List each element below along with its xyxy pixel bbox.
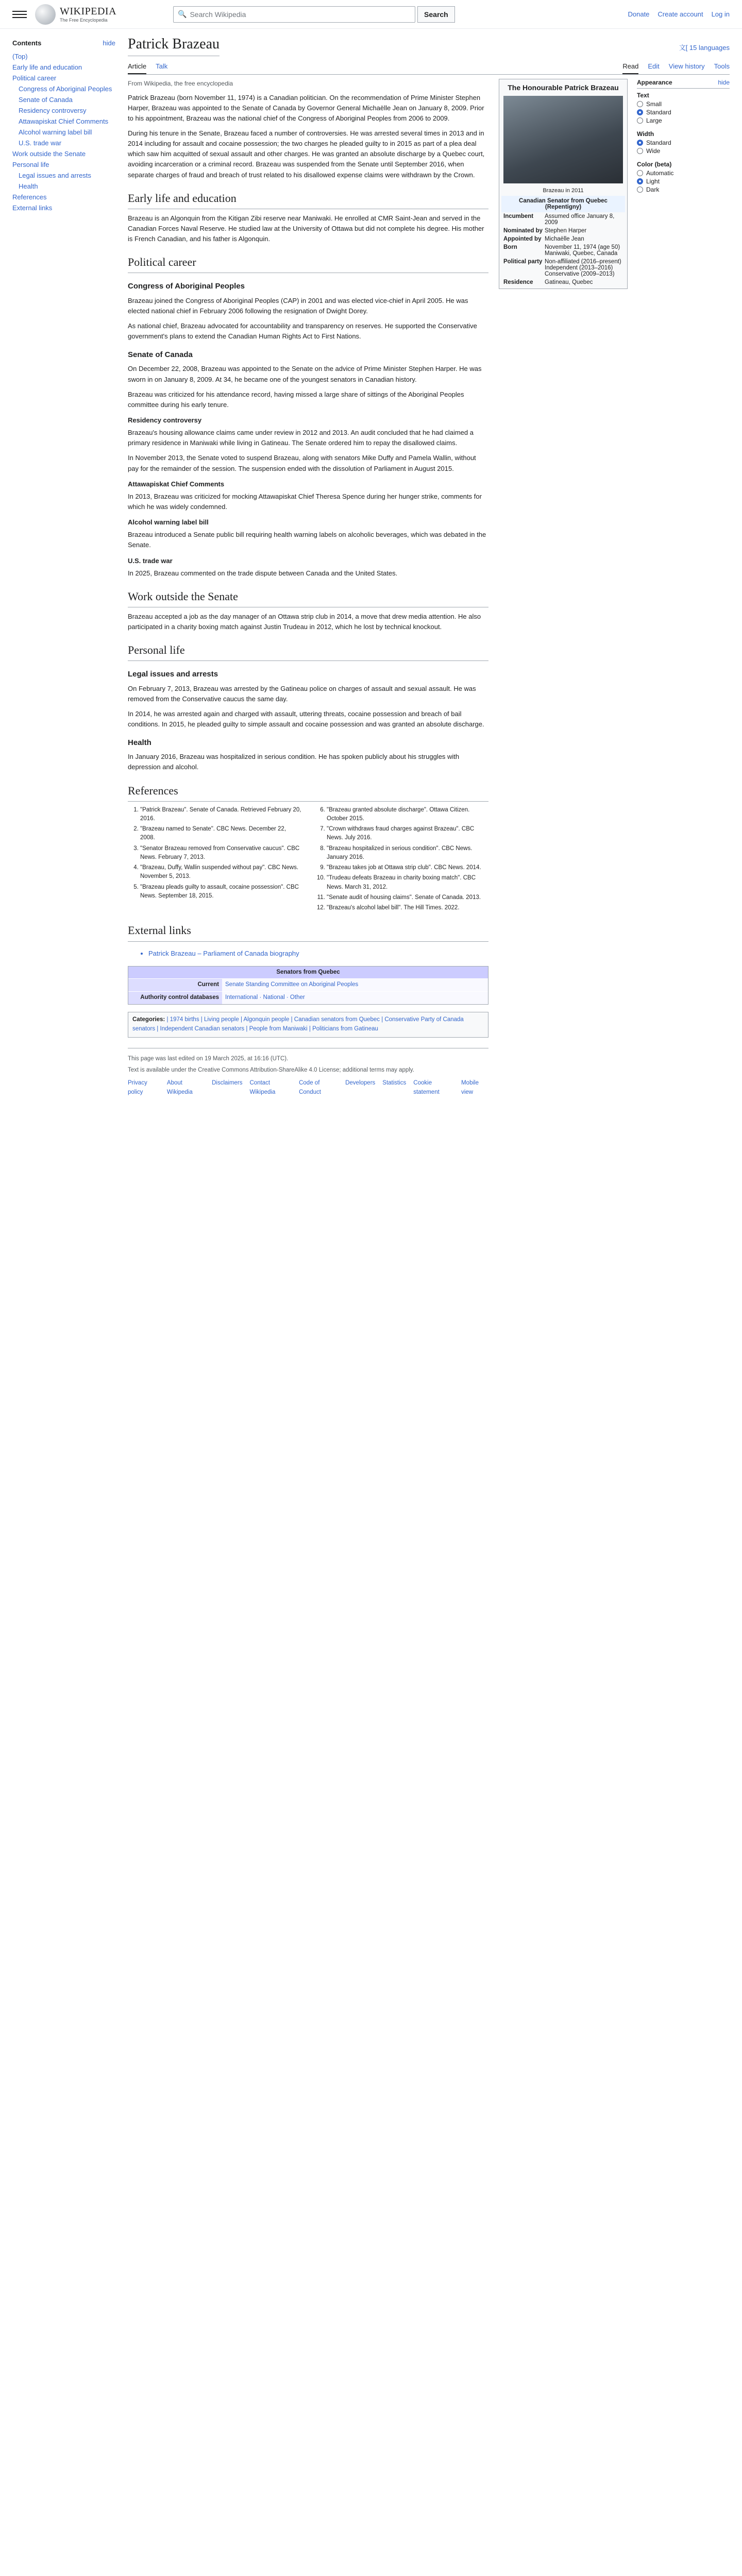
footer-link[interactable]: Developers bbox=[345, 1080, 376, 1087]
infobox-value: Assumed office January 8, 2009 bbox=[545, 213, 615, 226]
office-heading: Canadian Senator from Quebec (Repentigny) bbox=[501, 196, 625, 212]
radio-icon[interactable] bbox=[637, 117, 643, 124]
last-edited: This page was last edited on 19 March 2025, at 16:16 (UTC). bbox=[128, 1055, 289, 1062]
navbox-row bbox=[128, 991, 488, 1004]
personal-tools bbox=[628, 10, 730, 18]
appearance-option-label: Dark bbox=[646, 186, 660, 193]
infobox-value: Gatineau, Quebec bbox=[545, 279, 593, 285]
reference-item[interactable]: 8. "Brazeau hospitalized in serious condition". CBC News. January 2016. bbox=[327, 844, 488, 862]
toc-item[interactable]: Health bbox=[19, 182, 38, 190]
appearance-option[interactable] bbox=[637, 109, 730, 116]
categories-label: Categories: bbox=[132, 1016, 165, 1023]
infobox-label: Born bbox=[503, 244, 517, 250]
navbox-list[interactable]: Senate Standing Committee on Aboriginal Peoples bbox=[222, 979, 488, 991]
navbox-group: Authority control databases bbox=[128, 992, 222, 1004]
paragraph: In 2013, Brazeau was criticized for mocking Attawapiskat Chief Theresa Spence during her hunger strike, comments for which he was widely condemned. bbox=[128, 492, 482, 511]
infobox-label: Appointed by bbox=[503, 236, 542, 242]
photo-caption: Brazeau in 2011 bbox=[543, 188, 584, 194]
paragraph: In 2025, Brazeau commented on the trade dispute between Canada and the United States. bbox=[128, 569, 398, 577]
infobox-row bbox=[501, 227, 625, 235]
toc-item[interactable]: Residency controversy bbox=[19, 107, 87, 114]
toc-item[interactable]: Alcohol warning label bill bbox=[19, 128, 92, 136]
page-tabs bbox=[128, 59, 730, 75]
site-sub: From Wikipedia, the free encyclopedia bbox=[128, 80, 233, 87]
subsection-heading: Health bbox=[128, 738, 151, 748]
appearance-group bbox=[637, 161, 730, 193]
appearance-option-label: Standard bbox=[646, 109, 671, 116]
language-count: 15 languages bbox=[689, 44, 730, 52]
infobox-title: The Honourable Patrick Brazeau bbox=[508, 83, 619, 92]
toc-item[interactable]: References bbox=[12, 193, 47, 201]
toc-item[interactable]: Legal issues and arrests bbox=[19, 172, 91, 179]
appearance-group bbox=[637, 92, 730, 124]
search-input[interactable] bbox=[173, 6, 415, 23]
appearance-group-label: Color (beta) bbox=[637, 161, 672, 168]
tab-article[interactable]: Article bbox=[128, 59, 146, 74]
appearance-group-label: Text bbox=[637, 92, 649, 99]
footer-link[interactable]: Contact Wikipedia bbox=[249, 1080, 276, 1096]
toc-hide-button[interactable]: hide bbox=[103, 39, 115, 47]
table-of-contents bbox=[12, 29, 115, 1104]
category-link[interactable]: Independent Canadian senators bbox=[160, 1025, 245, 1032]
section-heading: Early life and education bbox=[128, 190, 488, 209]
reference-item[interactable]: 6. "Brazeau granted absolute discharge". Ottawa Citizen. October 2015. bbox=[327, 806, 488, 824]
category-link[interactable]: 1974 births bbox=[170, 1016, 199, 1023]
top-link[interactable]: Create account bbox=[657, 10, 703, 18]
subsection-heading: Alcohol warning label bill bbox=[128, 518, 209, 527]
appearance-option[interactable] bbox=[637, 186, 730, 193]
reference-item[interactable]: 7. "Crown withdraws fraud charges against Brazeau". CBC News. July 2016. bbox=[327, 825, 488, 843]
lead-paragraph: Patrick Brazeau (born November 11, 1974) is a Canadian politician. On the recommendation of Prime Minister Stephen Harper, Brazeau was appointed to the Senate of Canada by Governor General Michaëlle Jean on January 8, 2009. Prior to his appointment, Brazeau was the national chief of the Congress of Aboriginal Peoples from 2006 to 2009. bbox=[128, 93, 484, 122]
tab-view-history[interactable]: View history bbox=[668, 62, 705, 70]
subsection-heading: Residency controversy bbox=[128, 416, 202, 424]
language-button[interactable]: 文[ 15 languages bbox=[679, 44, 730, 52]
footer-link[interactable]: Code of Conduct bbox=[299, 1080, 321, 1096]
paragraph: On February 7, 2013, Brazeau was arrested by the Gatineau police on charges of assault and sexual assault. He was removed from the Conservative caucus the same day. bbox=[128, 684, 476, 703]
section-heading: Work outside the Senate bbox=[128, 588, 488, 607]
appearance-option[interactable] bbox=[637, 100, 730, 108]
infobox-label: Nominated by bbox=[503, 228, 543, 234]
portrait-photo[interactable] bbox=[503, 96, 623, 183]
appearance-option[interactable] bbox=[637, 117, 730, 124]
search-placeholder: Search Wikipedia bbox=[190, 10, 246, 19]
lead-section bbox=[128, 93, 488, 180]
radio-icon[interactable] bbox=[637, 101, 643, 107]
infobox-value: November 11, 1974 (age 50) Maniwaki, Quebec, Canada bbox=[545, 244, 620, 257]
category-link[interactable]: Algonquin people bbox=[243, 1016, 290, 1023]
main-content bbox=[115, 29, 730, 1104]
category-link[interactable]: Politicians from Gatineau bbox=[312, 1025, 378, 1032]
toc-item[interactable]: (Top) bbox=[12, 53, 28, 60]
footer-link[interactable]: Privacy policy bbox=[128, 1080, 147, 1096]
paragraph: Brazeau joined the Congress of Aboriginal Peoples (CAP) in 2001 and was elected vice-chief in April 2005. He was elected national chief in February 2006 following the resignation of Dwight Dorey. bbox=[128, 296, 468, 315]
subsection-heading: U.S. trade war bbox=[128, 556, 173, 565]
article-sections bbox=[128, 190, 488, 773]
section-heading: Political career bbox=[128, 253, 488, 273]
appearance-option[interactable] bbox=[637, 178, 730, 185]
category-link[interactable]: People from Maniwaki bbox=[249, 1025, 308, 1032]
logo-wordmark[interactable] bbox=[60, 6, 116, 23]
reference-item[interactable]: 4. "Brazeau, Duffy, Wallin suspended without pay". CBC News. November 5, 2013. bbox=[140, 863, 302, 882]
paragraph: Brazeau is an Algonquin from the Kitigan Zibi reserve near Maniwaki. He enrolled at CMR Saint-Jean and served in the Canadian Forces Naval Reserve. He studied law at the University of Ottawa but did not complete his degree. His mother is French Canadian, and his father is Algonquin. bbox=[128, 214, 484, 243]
page-title: Patrick Brazeau bbox=[128, 36, 220, 56]
toc-item[interactable]: Senate of Canada bbox=[19, 96, 73, 104]
appearance-option-label: Standard bbox=[646, 139, 671, 146]
radio-icon[interactable] bbox=[637, 109, 643, 115]
infobox bbox=[499, 79, 628, 289]
radio-icon[interactable] bbox=[637, 187, 643, 193]
appearance-option-label: Automatic bbox=[646, 170, 674, 177]
site-header bbox=[0, 0, 742, 29]
toc-item[interactable]: Personal life bbox=[12, 161, 49, 168]
toc-item[interactable]: Work outside the Senate bbox=[12, 150, 86, 158]
infobox-row bbox=[501, 243, 625, 258]
radio-icon[interactable] bbox=[637, 140, 643, 146]
main-menu-button[interactable] bbox=[12, 7, 27, 22]
top-link[interactable]: Donate bbox=[628, 10, 650, 18]
tab-read[interactable]: Read bbox=[622, 59, 638, 74]
paragraph: In November 2013, the Senate voted to suspend Brazeau, along with senators Mike Duffy and Pamela Wallin, without pay for the remainder of the session. The suspension ended with the dissolution of Parliament in August 2015. bbox=[128, 454, 476, 472]
reference-item[interactable]: 11. "Senate audit of housing claims". Senate of Canada. 2013. bbox=[327, 893, 488, 902]
infobox-label: Political party bbox=[503, 259, 543, 265]
toc-item[interactable]: Congress of Aboriginal Peoples bbox=[19, 85, 112, 93]
infobox-value: Stephen Harper bbox=[545, 228, 587, 234]
appearance-option-label: Light bbox=[646, 178, 660, 185]
category-link[interactable]: Canadian senators from Quebec bbox=[294, 1016, 380, 1023]
infobox-row bbox=[501, 258, 625, 278]
license-text: Text is available under the Creative Commons Attribution-ShareAlike 4.0 License; additional terms may apply. bbox=[128, 1066, 414, 1073]
appearance-panel bbox=[637, 75, 730, 1104]
toc-list bbox=[12, 51, 115, 213]
article-body bbox=[128, 75, 488, 1104]
reference-item[interactable]: 1. "Patrick Brazeau". Senate of Canada. Retrieved February 20, 2016. bbox=[140, 806, 302, 824]
infobox-value: Michaëlle Jean bbox=[545, 236, 584, 242]
paragraph: Brazeau's housing allowance claims came under review in 2012 and 2013. An audit concluded that he had claimed a primary residence in Maniwaki while living in Gatineau. The Senate ordered him to repay the disallowed claims. bbox=[128, 429, 474, 447]
appearance-option[interactable] bbox=[637, 139, 730, 146]
appearance-group-label: Width bbox=[637, 130, 654, 138]
appearance-option[interactable] bbox=[637, 147, 730, 155]
appearance-option-label: Small bbox=[646, 100, 662, 108]
infobox-row bbox=[501, 235, 625, 243]
reference-item[interactable]: 3. "Senator Brazeau removed from Conservative caucus". CBC News. February 7, 2013. bbox=[140, 844, 302, 862]
page-footer bbox=[128, 1048, 488, 1104]
category-link[interactable]: Conservative Party of Canada senators bbox=[132, 1016, 464, 1032]
paragraph: Brazeau introduced a Senate public bill requiring health warning labels on alcoholic beverages, which was debated in the Senate. bbox=[128, 531, 486, 549]
paragraph: Brazeau was criticized for his attendance record, having missed a large share of sittings of the Aboriginal Peoples committee during his early tenure. bbox=[128, 390, 464, 409]
infobox-label: Incumbent bbox=[503, 213, 534, 219]
category-link[interactable]: Living people bbox=[204, 1016, 239, 1023]
toc-item[interactable]: External links bbox=[12, 204, 53, 212]
infobox-row bbox=[501, 278, 625, 286]
navbox bbox=[128, 966, 488, 1005]
paragraph: On December 22, 2008, Brazeau was appointed to the Senate on the advice of Prime Minister Stephen Harper. He was sworn in on January 8, 2009. At 34, he became one of the youngest senators in Canadian history. bbox=[128, 365, 482, 383]
navbox-list[interactable]: International · National · Other bbox=[222, 992, 488, 1004]
reference-item[interactable]: 12. "Brazeau's alcohol label bill". The Hill Times. 2022. bbox=[327, 904, 488, 912]
toc-item[interactable]: U.S. trade war bbox=[19, 139, 62, 147]
appearance-group bbox=[637, 130, 730, 155]
reference-item[interactable]: 2. "Brazeau named to Senate". CBC News. December 22, 2008. bbox=[140, 825, 302, 843]
appearance-option-label: Large bbox=[646, 117, 662, 124]
radio-icon[interactable] bbox=[637, 170, 643, 176]
lead-paragraph: During his tenure in the Senate, Brazeau faced a number of controversies. He was arrested several times in 2013 and in 2014 including for assault and cocaine possession; the two charges he pleaded guilty to in 2015 as part of a plea deal which saw him acquitted of sexual assault and other charges. He was granted an absolute discharge by a Quebec court, avoiding incarceration or a criminal record. Brazeau was suspended from the Senate until September 2016, when separate charges of fraud and breach of trust related to his disallowed expense claims were withdrawn by the Crown. bbox=[128, 129, 485, 179]
footer-link[interactable]: Statistics bbox=[382, 1080, 407, 1087]
search-button[interactable]: Search bbox=[417, 6, 455, 23]
infobox-label: Residence bbox=[503, 279, 533, 285]
navbox-group: Current bbox=[128, 979, 222, 991]
subsection-heading: Attawapiskat Chief Comments bbox=[128, 480, 225, 488]
tab-edit[interactable]: Edit bbox=[648, 62, 660, 70]
reference-item[interactable]: 5. "Brazeau pleads guilty to assault, cocaine possession". CBC News. September 18, 2015. bbox=[140, 883, 302, 901]
appearance-title: Appearance bbox=[637, 79, 672, 86]
infobox-row bbox=[501, 212, 625, 227]
toc-item[interactable]: Early life and education bbox=[12, 63, 82, 71]
appearance-option-label: Wide bbox=[646, 147, 661, 155]
footer-link[interactable]: Mobile view bbox=[461, 1080, 479, 1096]
reference-list bbox=[128, 806, 488, 913]
appearance-option[interactable] bbox=[637, 170, 730, 177]
subsection-heading: Senate of Canada bbox=[128, 350, 193, 360]
references-heading: References bbox=[128, 782, 488, 802]
tab-talk[interactable]: Talk bbox=[156, 62, 168, 70]
category-links: Categories: | 1974 births | Living people | Algonquin people | Canadian senators from Quebec | Conservative Party of Canada senators | Independent Canadian senators | People from Maniwaki | Politicians from Gatineau bbox=[128, 1012, 488, 1038]
navbox-title: Senators from Quebec bbox=[128, 967, 488, 979]
footer-link[interactable]: About Wikipedia bbox=[166, 1080, 193, 1096]
infobox-value: Non-affiliated (2016–present) Independent (2013–2016) Conservative (2009–2013) bbox=[545, 259, 621, 277]
section-heading: Personal life bbox=[128, 641, 488, 661]
paragraph: In January 2016, Brazeau was hospitalized in serious condition. He has spoken publicly about his struggles with depression and alcohol. bbox=[128, 753, 460, 771]
footer-link[interactable]: Disclaimers bbox=[212, 1080, 243, 1087]
radio-icon[interactable] bbox=[637, 148, 643, 154]
radio-icon[interactable] bbox=[637, 178, 643, 184]
appearance-hide-button[interactable]: hide bbox=[718, 79, 730, 86]
toc-item[interactable]: Political career bbox=[12, 74, 57, 82]
navbox-row bbox=[128, 978, 488, 991]
paragraph: Brazeau accepted a job as the day manager of an Ottawa strip club in 2014, a move that drew media attention. He also participated in a charity boxing match against Justin Trudeau in 2012, which he lost by technical knockout. bbox=[128, 612, 481, 631]
search-icon: 🔍 bbox=[178, 10, 187, 18]
reference-item[interactable]: 9. "Brazeau takes job at Ottawa strip club". CBC News. 2014. bbox=[327, 863, 488, 872]
reference-item[interactable]: 10. "Trudeau defeats Brazeau in charity boxing match". CBC News. March 31, 2012. bbox=[327, 874, 488, 892]
toc-title: Contents bbox=[12, 39, 42, 47]
external-link[interactable]: • Patrick Brazeau – Parliament of Canada biography bbox=[148, 948, 488, 959]
wikipedia-globe-logo[interactable] bbox=[35, 4, 56, 25]
external-links-heading: External links bbox=[128, 922, 488, 941]
site-name: WIKIPEDIA bbox=[60, 6, 117, 17]
paragraph: In 2014, he was arrested again and charged with assault, uttering threats, cocaine possession and breach of bail conditions. In 2015, he pleaded guilty to simple assault and cocaine possession and was granted an absolute discharge. bbox=[128, 709, 484, 728]
external-links-list bbox=[128, 948, 488, 959]
toc-item[interactable]: Attawapiskat Chief Comments bbox=[19, 117, 109, 125]
subsection-heading: Legal issues and arrests bbox=[128, 670, 218, 679]
site-tagline: The Free Encyclopedia bbox=[60, 18, 108, 23]
paragraph: As national chief, Brazeau advocated for accountability and transparency on reserves. He supported the Conservative government's plans to extend the Canadian Human Rights Act to First Nations. bbox=[128, 321, 477, 340]
subsection-heading: Congress of Aboriginal Peoples bbox=[128, 282, 245, 291]
top-link[interactable]: Log in bbox=[711, 10, 730, 18]
tab-tools[interactable]: Tools bbox=[714, 62, 730, 70]
footer-link[interactable]: Cookie statement bbox=[413, 1080, 440, 1096]
